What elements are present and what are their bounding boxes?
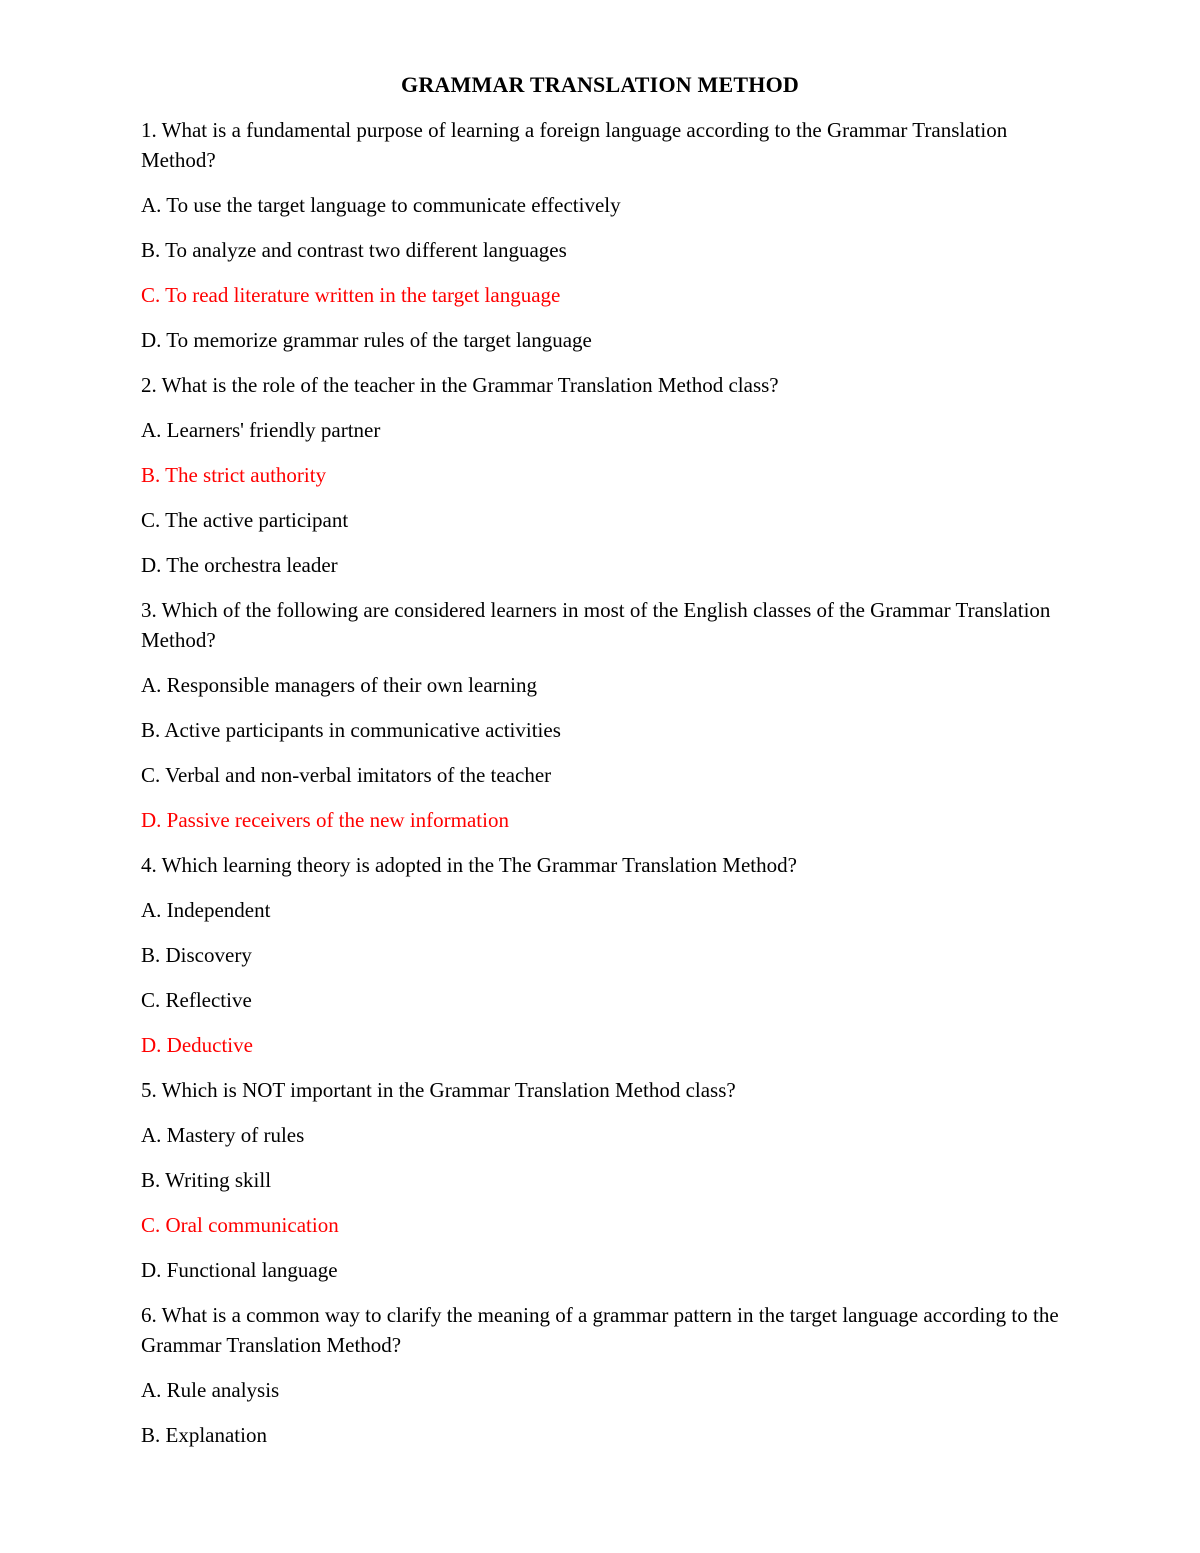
answer-option: D. To memorize grammar rules of the target language: [141, 328, 592, 352]
question-text: 2. What is the role of the teacher in the Grammar Translation Method class?: [141, 373, 779, 397]
answer-option: C. Reflective: [141, 988, 252, 1012]
answer-option: D. Functional language: [141, 1258, 338, 1282]
question-text: 1. What is a fundamental purpose of learning a foreign language according to the Grammar Translation Method?: [141, 118, 1008, 172]
correct-answer-option: B. The strict authority: [141, 463, 327, 487]
correct-answer-option: C. To read literature written in the target language: [141, 283, 561, 307]
answer-option: B. To analyze and contrast two different languages: [141, 238, 567, 262]
answer-option: C. Verbal and non-verbal imitators of the teacher: [141, 763, 552, 787]
question-list: [141, 115, 1066, 1465]
answer-option: A. Learners' friendly partner: [141, 418, 381, 442]
question-text: 3. Which of the following are considered learners in most of the English classes of the Grammar Translation Method?: [141, 598, 1051, 652]
answer-option: B. Writing skill: [141, 1168, 272, 1192]
answer-option: B. Active participants in communicative activities: [141, 718, 561, 742]
document-title: GRAMMAR TRANSLATION METHOD: [401, 72, 799, 97]
correct-answer-option: D. Passive receivers of the new information: [141, 808, 509, 832]
answer-option: A. Rule analysis: [141, 1378, 280, 1402]
correct-answer-option: D. Deductive: [141, 1033, 253, 1057]
question-text: 4. Which learning theory is adopted in the The Grammar Translation Method?: [141, 853, 797, 877]
question-text: 5. Which is NOT important in the Grammar Translation Method class?: [141, 1078, 736, 1102]
answer-option: B. Discovery: [141, 943, 252, 967]
answer-option: A. Independent: [141, 898, 271, 922]
answer-option: C. The active participant: [141, 508, 349, 532]
answer-option: A. To use the target language to communicate effectively: [141, 193, 621, 217]
answer-option: B. Explanation: [141, 1423, 267, 1447]
question-text: 6. What is a common way to clarify the meaning of a grammar pattern in the target language according to the Grammar Translation Method?: [141, 1303, 1059, 1357]
answer-option: A. Responsible managers of their own learning: [141, 673, 537, 697]
correct-answer-option: C. Oral communication: [141, 1213, 339, 1237]
answer-option: D. The orchestra leader: [141, 553, 338, 577]
answer-option: A. Mastery of rules: [141, 1123, 305, 1147]
